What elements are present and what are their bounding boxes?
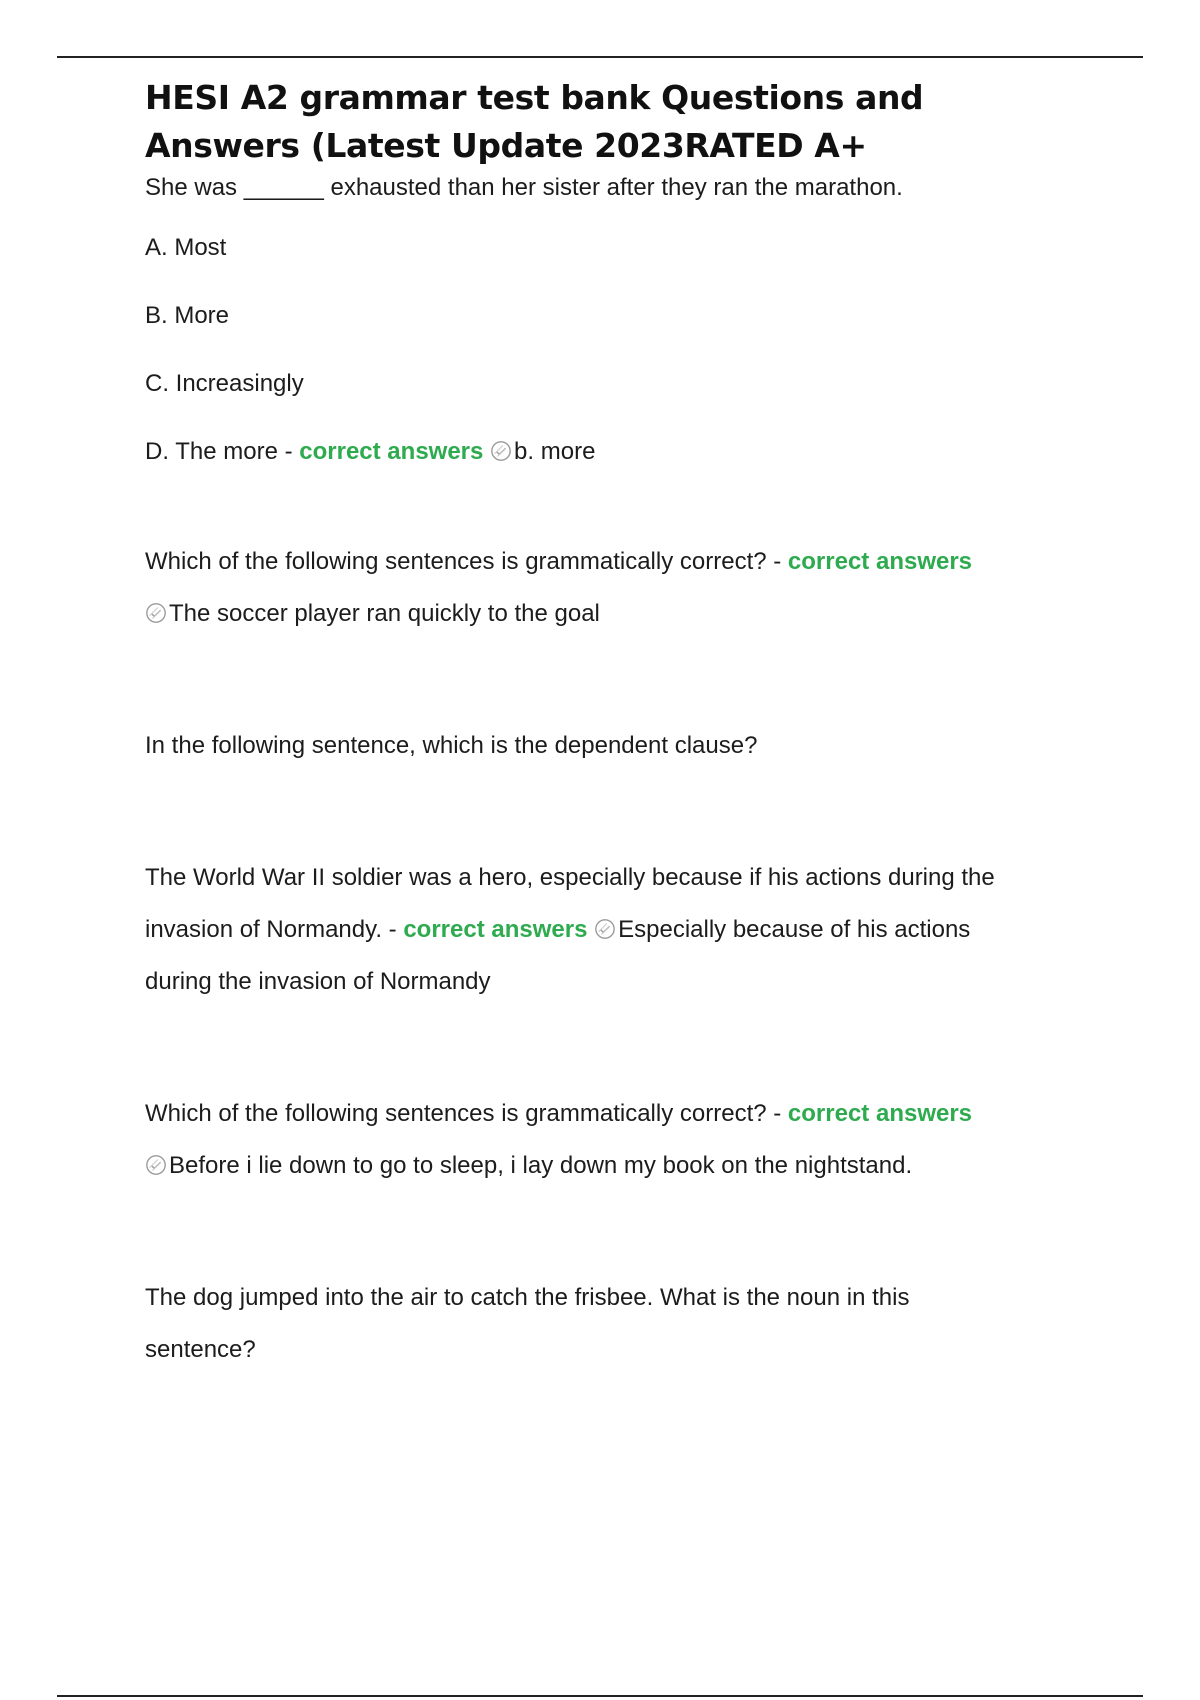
top-rule <box>57 56 1143 58</box>
check-circle-icon <box>145 602 167 624</box>
question-1 <box>145 170 1075 478</box>
question-4-prompt-end: invasion of Normandy. <box>145 916 382 943</box>
document-title: HESI A2 grammar test bank Questions and Answers (Latest Update 2023RATED A+ <box>145 78 924 165</box>
question-5 <box>145 1088 1075 1192</box>
bottom-rule <box>57 1695 1143 1697</box>
answer-text: b. more <box>514 438 596 465</box>
check-circle-icon <box>145 1154 167 1176</box>
question-2-prompt-line <box>145 536 1075 588</box>
option-b: B. More <box>145 302 230 329</box>
question-2-prompt: Which of the following sentences is grammatically correct? <box>145 548 767 575</box>
option-a: A. Most <box>145 234 227 261</box>
question-4-prompt-line-1: The World War II soldier was a hero, especially because if his actions during the <box>145 864 995 891</box>
correct-answers-label: correct answers <box>403 916 588 943</box>
separator: - <box>766 1100 788 1127</box>
option-c: C. Increasingly <box>145 370 304 397</box>
correct-answers-label: correct answers <box>787 548 973 575</box>
question-5-answer-line <box>145 1140 1075 1192</box>
question-4-answer-line-2: during the invasion of Normandy <box>145 968 491 995</box>
answer-text: Before i lie down to go to sleep, i lay down my book on the nightstand. <box>169 1152 913 1179</box>
answer-text: The soccer player ran quickly to the goal <box>169 600 600 627</box>
correct-answers-label: correct answers <box>299 438 484 465</box>
question-6-prompt-line-1: The dog jumped into the air to catch the frisbee. What is the noun in this <box>145 1284 910 1311</box>
separator: - <box>766 548 788 575</box>
question-6 <box>145 1272 1075 1376</box>
question-2 <box>145 536 1075 640</box>
question-3 <box>145 720 1075 772</box>
question-2-answer-line <box>145 588 1075 640</box>
separator: - <box>277 438 300 465</box>
separator: - <box>382 916 404 943</box>
answer-text: Especially because of his actions <box>618 916 971 943</box>
question-5-prompt: Which of the following sentences is grammatically correct? <box>145 1100 767 1127</box>
question-4 <box>145 852 1075 1008</box>
question-3-prompt: In the following sentence, which is the dependent clause? <box>145 732 758 759</box>
document-body <box>145 74 1075 1376</box>
option-d: D. The more <box>145 438 278 465</box>
question-5-prompt-line <box>145 1088 1075 1140</box>
correct-answers-label: correct answers <box>787 1100 973 1127</box>
option-d-with-answer <box>145 426 1075 478</box>
question-6-prompt-line-2: sentence? <box>145 1336 256 1363</box>
check-circle-icon <box>594 918 616 940</box>
question-4-prompt-line-2 <box>145 904 1075 956</box>
question-1-prompt: She was ______ exhausted than her sister after they ran the marathon. <box>145 174 903 201</box>
check-circle-icon <box>490 440 512 462</box>
